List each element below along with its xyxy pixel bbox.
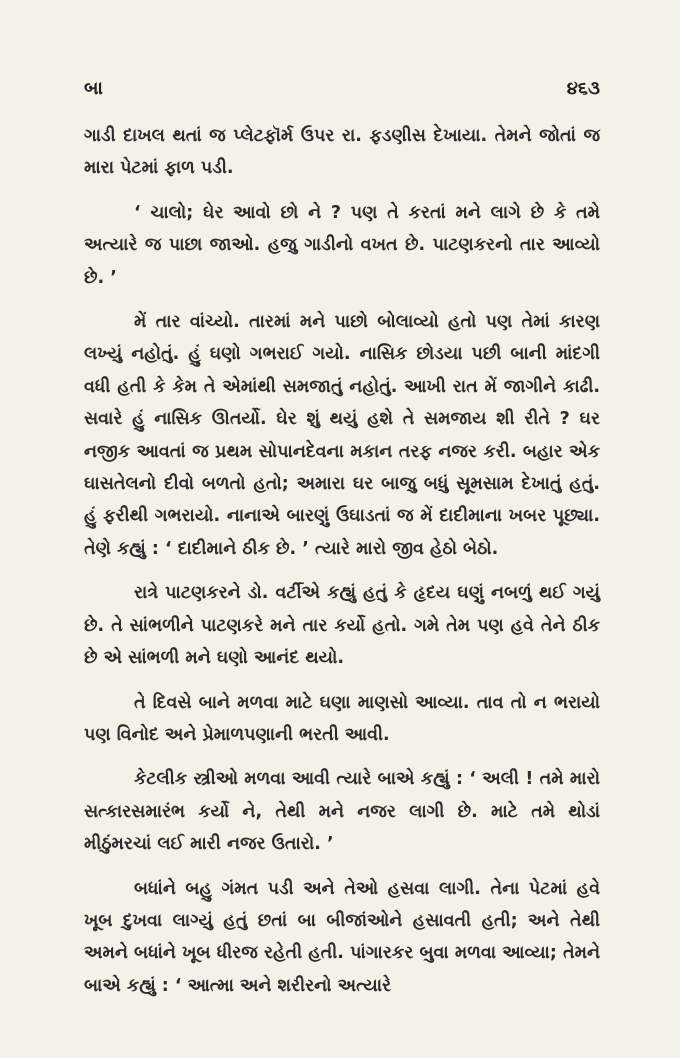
- paragraph-3: મેં તાર વાંચ્યો. તારમાં મને પાછો બોલાવ્યો હતો પણ તેમાં કારણ લખ્યું નહોતું. હું ઘણો ગભરાઈ ગયો. નાસિક છોડયા પછી બાની માંદગી વધી હતી કે કેમ તે એમાંથી સમજાતું નહોતું. આખી રાત મેં જાગીને કાઢી. સવારે હું નાસિક ઊતર્યો. ઘેર શું થયું હશે તે સમજાય શી રીતે ? ઘર નજીક આવતાં જ પ્રથમ સોપાનદેવના મકાન તરફ નજર કરી. બહાર એક ઘાસતેલનો દીવો બળતો હતો; અમારા ઘર બાજુ બધું સૂમસામ દેખાતું હતું. હું ફરીથી ગભરાયો. નાનાએ બારણું ઉઘાડતાં જ મેં દાદીમાના ખબર પૂછ્યા. તેણે કહ્યું : ‘ દાદીમાને ઠીક છે. ’ ત્યારે મારો જીવ હેઠો બેઠો.: [84, 312, 600, 559]
- running-head: [84, 78, 600, 104]
- body-text: [84, 120, 600, 1014]
- paragraph-4: રાત્રે પાટણકરને ડો. વર્ટીએ કહ્યું હતું કે હૃદય ઘણું નબળું થઈ ગયું છે. તે સાંભળીને પાટણકરે મને તાર કર્યો હતો. ગમે તેમ પણ હવે તેને ઠીક છે એ સાંભળી મને ઘણો આનંદ થયો.: [84, 583, 600, 669]
- paragraph-6: કેટલીક સ્ત્રીઓ મળવા આવી ત્યારે બાએ કહ્યું : ‘ અલી ! તમે મારો સત્કારસમારંભ કર્યો ને, તેથી મને નજર લાગી છે. માટે તમે થોડાં મીઠુંમરચાં લઈ મારી નજર ઉતારો. ’: [84, 769, 600, 855]
- chapter-title: બા: [84, 78, 103, 99]
- paragraph-2: ‘ ચાલો; ઘેર આવો છો ને ? પણ તે કરતાં મને લાગે છે કે તમે અત્યારે જ પાછા જાઓ. હજુ ગાડીનો વખત છે. પાટણકરનો તાર આવ્યો છે. ’: [84, 202, 600, 288]
- page-number: ૪૬૩: [566, 78, 600, 99]
- paragraph-5: તે દિવસે બાને મળવા માટે ઘણા માણસો આવ્યા. તાવ તો ન ભરાયો પણ વિનોદ અને પ્રેમાળપણાની ભરતી આવી.: [84, 692, 600, 745]
- paragraph-7: બધાંને બહુ ગંમત પડી અને તેઓ હસવા લાગી. તેના પેટમાં હવે ખૂબ દુખવા લાગ્યું હતું છતાં બા બીજાંઓને હસાવતી હતી; અને તેથી અમને બધાંને ખૂબ ધીરજ રહેતી હતી. પાંગારકર બુવા મળવા આવ્યા; તેમને બાએ કહ્યું : ‘ આત્મા અને શરીરનો અત્યારે: [84, 878, 600, 996]
- paragraph-1: ગાડી દાખલ થતાં જ પ્લેટફૉર્મ ઉપર રા. ફડણીસ દેખાયા. તેમને જોતાં જ મારા પેટમાં ફાળ પડી.: [84, 126, 600, 179]
